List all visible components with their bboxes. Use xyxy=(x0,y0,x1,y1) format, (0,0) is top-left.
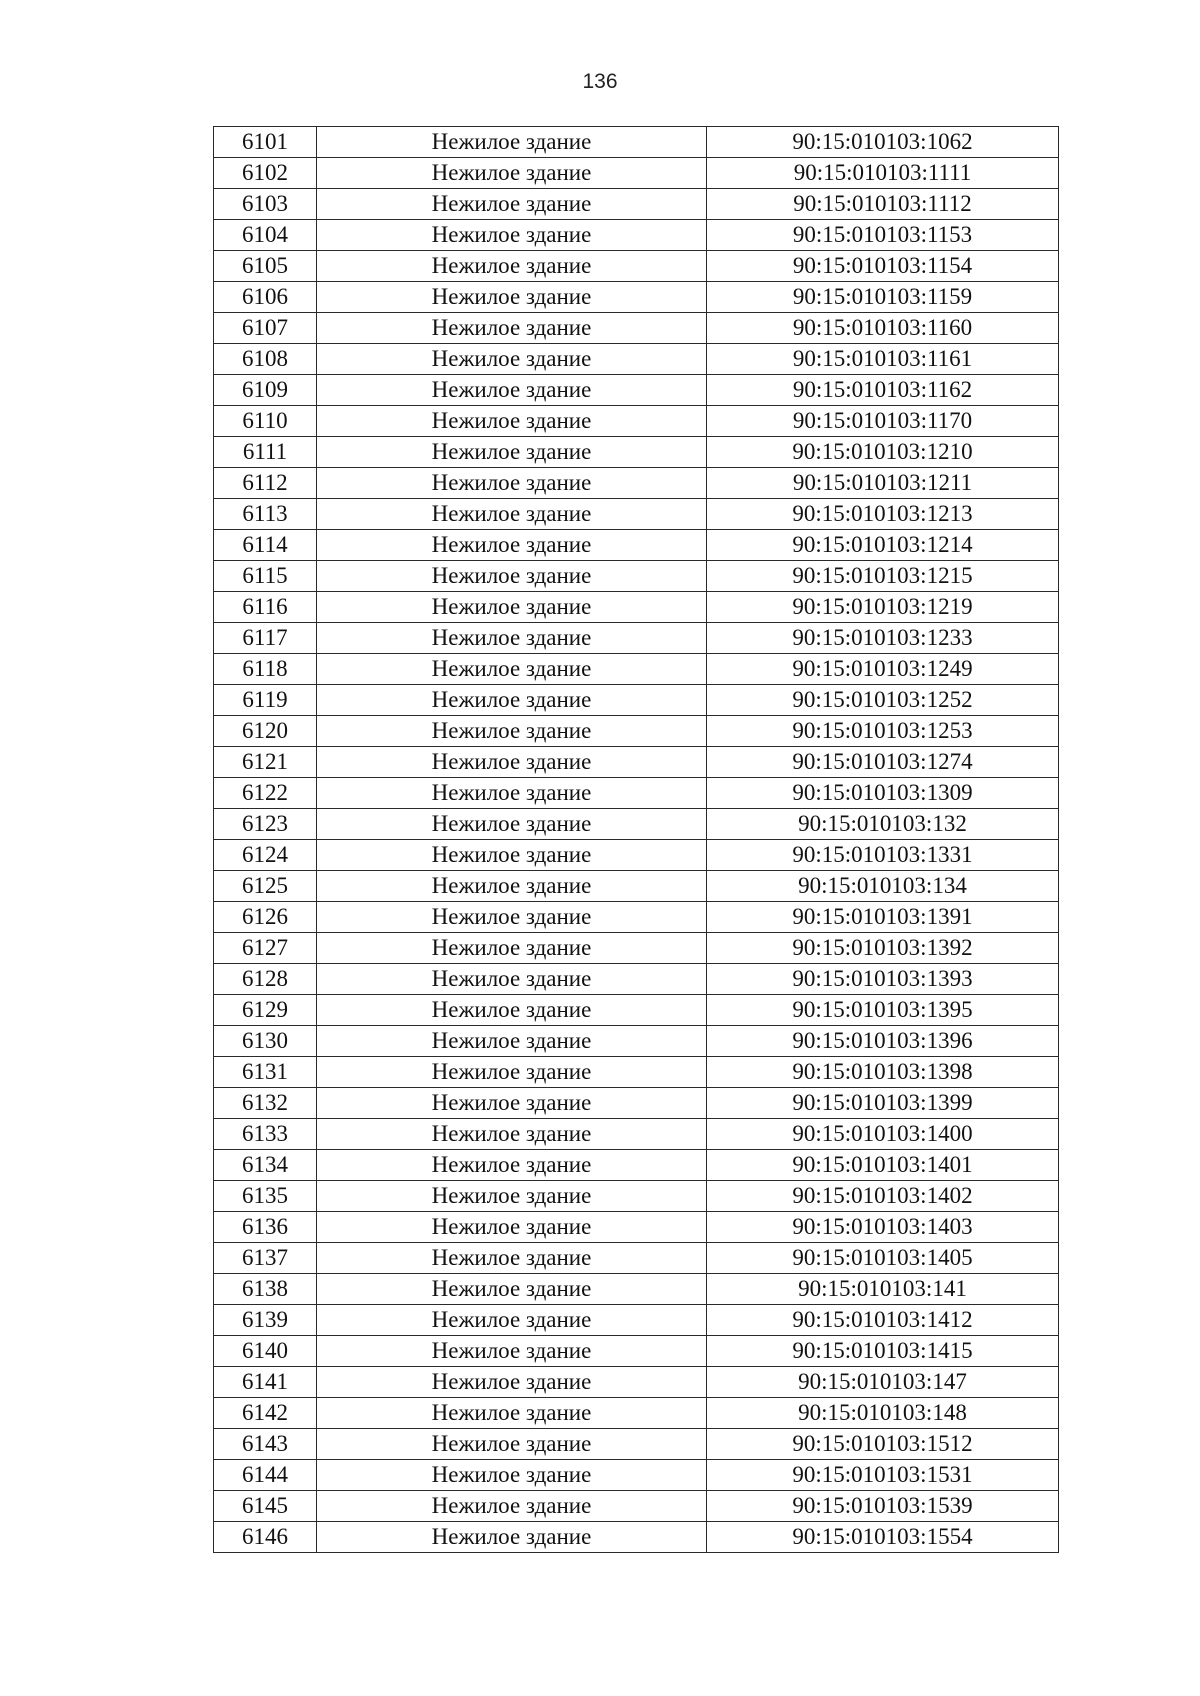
cadastral-number-cell: 90:15:010103:1211 xyxy=(707,468,1059,499)
object-type-cell: Нежилое здание xyxy=(317,716,707,747)
cadastral-number-cell: 90:15:010103:1398 xyxy=(707,1057,1059,1088)
cadastral-number-cell: 90:15:010103:1159 xyxy=(707,282,1059,313)
row-number-cell: 6118 xyxy=(214,654,317,685)
cadastral-number-cell: 90:15:010103:1249 xyxy=(707,654,1059,685)
row-number-cell: 6127 xyxy=(214,933,317,964)
cadastral-number-cell: 90:15:010103:1233 xyxy=(707,623,1059,654)
table-row xyxy=(214,685,1059,716)
cadastral-number-cell: 90:15:010103:1405 xyxy=(707,1243,1059,1274)
object-type-cell: Нежилое здание xyxy=(317,1088,707,1119)
row-number-cell: 6121 xyxy=(214,747,317,778)
row-number-cell: 6135 xyxy=(214,1181,317,1212)
object-type-cell: Нежилое здание xyxy=(317,933,707,964)
cadastral-number-cell: 90:15:010103:1554 xyxy=(707,1522,1059,1553)
object-type-cell: Нежилое здание xyxy=(317,964,707,995)
row-number-cell: 6123 xyxy=(214,809,317,840)
table-row xyxy=(214,778,1059,809)
table-row xyxy=(214,1429,1059,1460)
table-row xyxy=(214,1181,1059,1212)
row-number-cell: 6145 xyxy=(214,1491,317,1522)
row-number-cell: 6109 xyxy=(214,375,317,406)
cadastral-number-cell: 90:15:010103:1539 xyxy=(707,1491,1059,1522)
table-row xyxy=(214,1212,1059,1243)
cadastral-number-cell: 90:15:010103:1161 xyxy=(707,344,1059,375)
row-number-cell: 6108 xyxy=(214,344,317,375)
object-type-cell: Нежилое здание xyxy=(317,499,707,530)
object-type-cell: Нежилое здание xyxy=(317,1429,707,1460)
row-number-cell: 6102 xyxy=(214,158,317,189)
table-row xyxy=(214,1088,1059,1119)
object-type-cell: Нежилое здание xyxy=(317,282,707,313)
property-table xyxy=(213,126,1059,1553)
table-row xyxy=(214,1398,1059,1429)
cadastral-number-cell: 90:15:010103:1393 xyxy=(707,964,1059,995)
object-type-cell: Нежилое здание xyxy=(317,344,707,375)
row-number-cell: 6117 xyxy=(214,623,317,654)
table-row xyxy=(214,623,1059,654)
object-type-cell: Нежилое здание xyxy=(317,685,707,716)
table-row xyxy=(214,1367,1059,1398)
cadastral-number-cell: 90:15:010103:1392 xyxy=(707,933,1059,964)
row-number-cell: 6107 xyxy=(214,313,317,344)
row-number-cell: 6125 xyxy=(214,871,317,902)
cadastral-number-cell: 90:15:010103:1170 xyxy=(707,406,1059,437)
cadastral-number-cell: 90:15:010103:1400 xyxy=(707,1119,1059,1150)
table-row xyxy=(214,964,1059,995)
table-row xyxy=(214,1336,1059,1367)
table-row xyxy=(214,282,1059,313)
table-row xyxy=(214,871,1059,902)
row-number-cell: 6130 xyxy=(214,1026,317,1057)
row-number-cell: 6128 xyxy=(214,964,317,995)
object-type-cell: Нежилое здание xyxy=(317,1119,707,1150)
row-number-cell: 6144 xyxy=(214,1460,317,1491)
cadastral-number-cell: 90:15:010103:1153 xyxy=(707,220,1059,251)
row-number-cell: 6134 xyxy=(214,1150,317,1181)
table-row xyxy=(214,1305,1059,1336)
cadastral-number-cell: 90:15:010103:1210 xyxy=(707,437,1059,468)
row-number-cell: 6146 xyxy=(214,1522,317,1553)
cadastral-number-cell: 90:15:010103:1396 xyxy=(707,1026,1059,1057)
object-type-cell: Нежилое здание xyxy=(317,902,707,933)
object-type-cell: Нежилое здание xyxy=(317,468,707,499)
object-type-cell: Нежилое здание xyxy=(317,1181,707,1212)
cadastral-number-cell: 90:15:010103:1415 xyxy=(707,1336,1059,1367)
cadastral-number-cell: 90:15:010103:1309 xyxy=(707,778,1059,809)
table-row xyxy=(214,530,1059,561)
cadastral-number-cell: 90:15:010103:1274 xyxy=(707,747,1059,778)
object-type-cell: Нежилое здание xyxy=(317,1212,707,1243)
object-type-cell: Нежилое здание xyxy=(317,840,707,871)
cadastral-number-cell: 90:15:010103:1252 xyxy=(707,685,1059,716)
table-row xyxy=(214,1274,1059,1305)
object-type-cell: Нежилое здание xyxy=(317,1243,707,1274)
object-type-cell: Нежилое здание xyxy=(317,747,707,778)
cadastral-number-cell: 90:15:010103:1213 xyxy=(707,499,1059,530)
row-number-cell: 6131 xyxy=(214,1057,317,1088)
table-row xyxy=(214,654,1059,685)
cadastral-number-cell: 90:15:010103:1391 xyxy=(707,902,1059,933)
row-number-cell: 6126 xyxy=(214,902,317,933)
cadastral-number-cell: 90:15:010103:1112 xyxy=(707,189,1059,220)
object-type-cell: Нежилое здание xyxy=(317,189,707,220)
object-type-cell: Нежилое здание xyxy=(317,654,707,685)
page-number: 136 xyxy=(582,70,618,93)
table-row xyxy=(214,1057,1059,1088)
table-row xyxy=(214,716,1059,747)
object-type-cell: Нежилое здание xyxy=(317,220,707,251)
cadastral-number-cell: 90:15:010103:147 xyxy=(707,1367,1059,1398)
row-number-cell: 6129 xyxy=(214,995,317,1026)
object-type-cell: Нежилое здание xyxy=(317,251,707,282)
row-number-cell: 6105 xyxy=(214,251,317,282)
row-number-cell: 6140 xyxy=(214,1336,317,1367)
row-number-cell: 6112 xyxy=(214,468,317,499)
table-row xyxy=(214,1243,1059,1274)
row-number-cell: 6116 xyxy=(214,592,317,623)
cadastral-number-cell: 90:15:010103:141 xyxy=(707,1274,1059,1305)
cadastral-number-cell: 90:15:010103:1219 xyxy=(707,592,1059,623)
object-type-cell: Нежилое здание xyxy=(317,158,707,189)
cadastral-number-cell: 90:15:010103:1154 xyxy=(707,251,1059,282)
row-number-cell: 6114 xyxy=(214,530,317,561)
table-row xyxy=(214,1150,1059,1181)
table-row xyxy=(214,1119,1059,1150)
row-number-cell: 6106 xyxy=(214,282,317,313)
table-row xyxy=(214,1026,1059,1057)
row-number-cell: 6143 xyxy=(214,1429,317,1460)
cadastral-number-cell: 90:15:010103:1062 xyxy=(707,127,1059,158)
row-number-cell: 6101 xyxy=(214,127,317,158)
table-row xyxy=(214,220,1059,251)
object-type-cell: Нежилое здание xyxy=(317,1491,707,1522)
row-number-cell: 6103 xyxy=(214,189,317,220)
object-type-cell: Нежилое здание xyxy=(317,375,707,406)
object-type-cell: Нежилое здание xyxy=(317,1057,707,1088)
row-number-cell: 6104 xyxy=(214,220,317,251)
table-row xyxy=(214,933,1059,964)
table-row xyxy=(214,313,1059,344)
cadastral-number-cell: 90:15:010103:1399 xyxy=(707,1088,1059,1119)
object-type-cell: Нежилое здание xyxy=(317,561,707,592)
object-type-cell: Нежилое здание xyxy=(317,995,707,1026)
cadastral-number-cell: 90:15:010103:134 xyxy=(707,871,1059,902)
table-row xyxy=(214,251,1059,282)
table-row xyxy=(214,1460,1059,1491)
cadastral-number-cell: 90:15:010103:1412 xyxy=(707,1305,1059,1336)
table-row xyxy=(214,561,1059,592)
object-type-cell: Нежилое здание xyxy=(317,1398,707,1429)
table-row xyxy=(214,158,1059,189)
object-type-cell: Нежилое здание xyxy=(317,592,707,623)
row-number-cell: 6137 xyxy=(214,1243,317,1274)
object-type-cell: Нежилое здание xyxy=(317,1026,707,1057)
row-number-cell: 6110 xyxy=(214,406,317,437)
object-type-cell: Нежилое здание xyxy=(317,530,707,561)
object-type-cell: Нежилое здание xyxy=(317,1305,707,1336)
object-type-cell: Нежилое здание xyxy=(317,1274,707,1305)
row-number-cell: 6133 xyxy=(214,1119,317,1150)
table-row xyxy=(214,127,1059,158)
object-type-cell: Нежилое здание xyxy=(317,313,707,344)
cadastral-number-cell: 90:15:010103:1531 xyxy=(707,1460,1059,1491)
table-row xyxy=(214,902,1059,933)
row-number-cell: 6139 xyxy=(214,1305,317,1336)
cadastral-number-cell: 90:15:010103:1403 xyxy=(707,1212,1059,1243)
object-type-cell: Нежилое здание xyxy=(317,623,707,654)
cadastral-number-cell: 90:15:010103:1160 xyxy=(707,313,1059,344)
table-row xyxy=(214,1491,1059,1522)
object-type-cell: Нежилое здание xyxy=(317,871,707,902)
cadastral-number-cell: 90:15:010103:1253 xyxy=(707,716,1059,747)
cadastral-number-cell: 90:15:010103:132 xyxy=(707,809,1059,840)
cadastral-number-cell: 90:15:010103:1111 xyxy=(707,158,1059,189)
cadastral-number-cell: 90:15:010103:1402 xyxy=(707,1181,1059,1212)
row-number-cell: 6120 xyxy=(214,716,317,747)
object-type-cell: Нежилое здание xyxy=(317,809,707,840)
object-type-cell: Нежилое здание xyxy=(317,1460,707,1491)
row-number-cell: 6124 xyxy=(214,840,317,871)
table-row xyxy=(214,995,1059,1026)
property-table-body xyxy=(214,127,1059,1553)
table-row xyxy=(214,809,1059,840)
object-type-cell: Нежилое здание xyxy=(317,406,707,437)
table-row xyxy=(214,406,1059,437)
table-row xyxy=(214,747,1059,778)
cadastral-number-cell: 90:15:010103:1215 xyxy=(707,561,1059,592)
row-number-cell: 6138 xyxy=(214,1274,317,1305)
row-number-cell: 6132 xyxy=(214,1088,317,1119)
table-row xyxy=(214,499,1059,530)
table-row xyxy=(214,344,1059,375)
cadastral-number-cell: 90:15:010103:1214 xyxy=(707,530,1059,561)
table-row xyxy=(214,189,1059,220)
cadastral-number-cell: 90:15:010103:1512 xyxy=(707,1429,1059,1460)
cadastral-number-cell: 90:15:010103:1331 xyxy=(707,840,1059,871)
row-number-cell: 6141 xyxy=(214,1367,317,1398)
object-type-cell: Нежилое здание xyxy=(317,778,707,809)
table-row xyxy=(214,437,1059,468)
object-type-cell: Нежилое здание xyxy=(317,1336,707,1367)
cadastral-number-cell: 90:15:010103:1395 xyxy=(707,995,1059,1026)
row-number-cell: 6119 xyxy=(214,685,317,716)
row-number-cell: 6142 xyxy=(214,1398,317,1429)
row-number-cell: 6136 xyxy=(214,1212,317,1243)
object-type-cell: Нежилое здание xyxy=(317,1150,707,1181)
object-type-cell: Нежилое здание xyxy=(317,1522,707,1553)
object-type-cell: Нежилое здание xyxy=(317,127,707,158)
table-row xyxy=(214,1522,1059,1553)
table-row xyxy=(214,375,1059,406)
row-number-cell: 6113 xyxy=(214,499,317,530)
cadastral-number-cell: 90:15:010103:148 xyxy=(707,1398,1059,1429)
row-number-cell: 6115 xyxy=(214,561,317,592)
row-number-cell: 6122 xyxy=(214,778,317,809)
table-row xyxy=(214,468,1059,499)
table-row xyxy=(214,592,1059,623)
cadastral-number-cell: 90:15:010103:1162 xyxy=(707,375,1059,406)
object-type-cell: Нежилое здание xyxy=(317,1367,707,1398)
table-row xyxy=(214,840,1059,871)
cadastral-number-cell: 90:15:010103:1401 xyxy=(707,1150,1059,1181)
row-number-cell: 6111 xyxy=(214,437,317,468)
object-type-cell: Нежилое здание xyxy=(317,437,707,468)
